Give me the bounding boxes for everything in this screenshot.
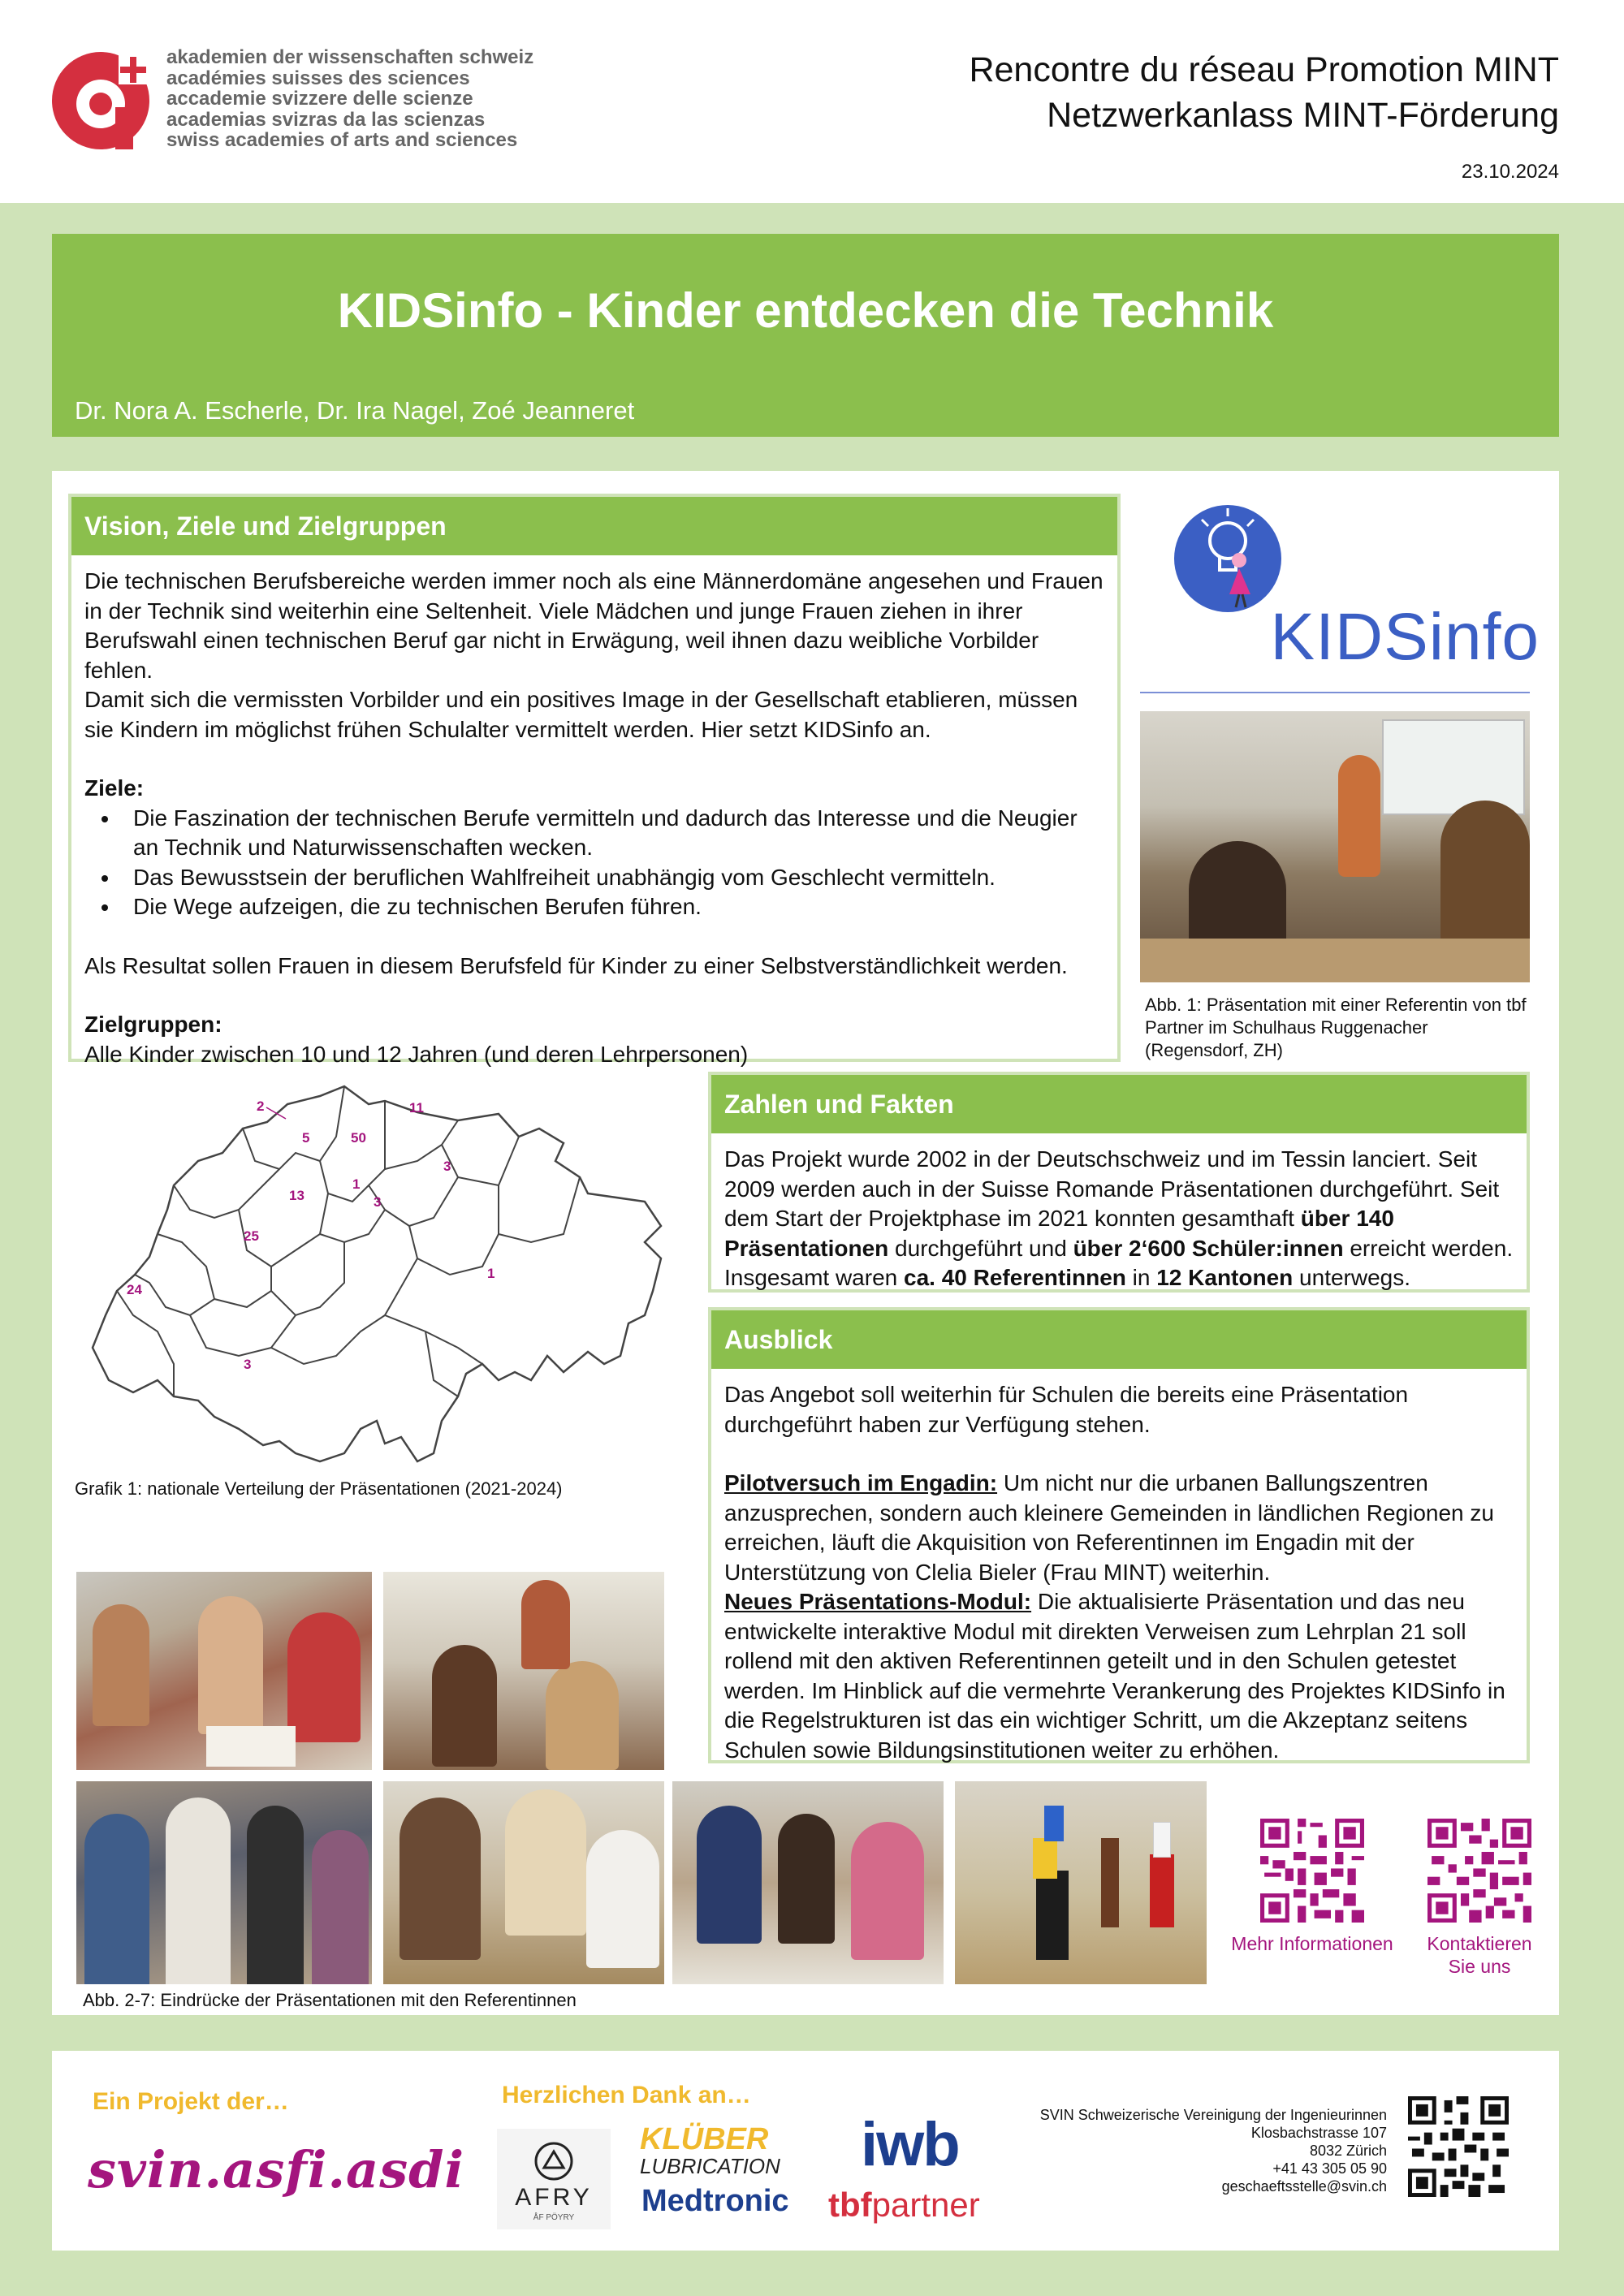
goal-item: • Die Wege aufzeigen, die zu technischen Berufen führen.	[120, 892, 1104, 922]
facts-highlight: ca. 40 Referentinnen	[904, 1265, 1126, 1290]
goal-item: • Das Bewusstsein der beruflichen Wahlfreiheit unabhängig vom Geschlecht vermitteln.	[120, 863, 1104, 893]
poster-header	[0, 0, 1624, 203]
vision-intro-2: Damit sich die vermissten Vorbilder und ein positives Image in der Gesellschaft etablieren, müssen sie Kindern im möglichst frühen Schulalter vermittelt werden. Hier setzt KIDSinfo an.	[84, 687, 1078, 742]
map-count: 1	[352, 1176, 361, 1192]
photo-worksheet-help	[383, 1781, 664, 1984]
child-figure	[93, 1604, 149, 1726]
vision-heading: Vision, Ziele und Zielgruppen	[71, 497, 1117, 555]
switzerland-outline	[93, 1086, 661, 1461]
contact-org: SVIN Schweizerische Vereinigung der Ingenieurinnen	[1039, 2107, 1387, 2123]
map-count: 24	[127, 1282, 142, 1297]
pilot-label: Pilotversuch im Engadin:	[724, 1470, 998, 1495]
qr-contact-label-line2: Sie uns	[1448, 1956, 1511, 1977]
title-banner	[52, 234, 1559, 437]
map-caption: Grafik 1: nationale Verteilung der Präsentationen (2021-2024)	[75, 1478, 563, 1499]
lightbulb-girl-icon	[1173, 503, 1283, 614]
qr-more-info-icon[interactable]	[1260, 1819, 1364, 1923]
map-count: 3	[374, 1194, 382, 1210]
adult-figure	[505, 1789, 586, 1936]
child-figure	[546, 1661, 619, 1770]
academy-line: akademien der wissenschaften schweiz	[166, 46, 534, 68]
contact-phone: +41 43 305 05 90	[1272, 2160, 1387, 2177]
qr-contact-label[interactable]	[1400, 1932, 1559, 1978]
target-text: Alle Kinder zwischen 10 und 12 Jahren (und deren Lehrpersonen)	[84, 1041, 749, 1067]
lego-tower-blue	[1044, 1806, 1064, 1841]
medtronic-logo: Medtronic	[641, 2184, 789, 2218]
kidsinfo-wordmark: KIDSinfo	[1270, 600, 1540, 674]
qr-contact-label-line1: Kontaktieren	[1427, 1933, 1532, 1954]
poster-title: KIDSinfo - Kinder entdecken die Technik	[337, 283, 1274, 338]
map-count: 1	[487, 1266, 495, 1281]
project-label: Ein Projekt der…	[93, 2088, 289, 2115]
pilot-paragraph	[724, 1469, 1514, 1587]
switzerland-map	[76, 1072, 710, 1478]
afry-subtext: ÅF PÖYRY	[533, 2213, 575, 2222]
child-figure	[312, 1830, 369, 1984]
qr-contact-icon[interactable]	[1427, 1819, 1531, 1923]
map-count: 13	[289, 1188, 304, 1203]
kluber-logo	[640, 2124, 802, 2181]
contact-address	[1040, 2106, 1387, 2195]
module-text: Die aktualisierte Präsentation und das neu entwickelte interaktive Modul mit direkten Verweisen zum Lehrplan 21 soll rollend mit den aktiven Referentinnen geteilt und in den Schulen getestet werden. Im Hinblick auf die vermehrte Verankerung des Projektes KIDSinfo in die Regelstrukturen ist das ein wichtiger Schritt, um die Akzeptanz seitens Schulen sowie Bildungsinstitutionen weiter zu erhöhen.	[724, 1589, 1505, 1763]
photo-kids-with-teacher	[383, 1572, 664, 1770]
academies-wordmark	[166, 47, 533, 151]
facts-section	[708, 1072, 1530, 1293]
svin-logo: svin.asfi.asdi	[88, 2140, 465, 2199]
map-count: 3	[244, 1357, 252, 1372]
outlook-intro: Das Angebot soll weiterhin für Schulen die bereits eine Präsentation durchgeführt haben zur Verfügung stehen.	[724, 1382, 1409, 1437]
child-figure	[166, 1798, 231, 1984]
vision-intro-1: Die technischen Berufsbereiche werden immer noch als eine Männerdomäne angesehen und Frauen in der Technik sind weiterhin eine Seltenheit. Viele Mädchen und junge Frauen ziehen in ihrer Berufswahl einen technischen Beruf gar nicht in Erwägung, weil ihnen dazu weibliche Vorbilder fehlen.	[84, 568, 1104, 683]
facts-text-part: unterwegs.	[1293, 1265, 1411, 1290]
facts-body	[711, 1133, 1527, 1305]
academy-line: académies suisses des sciences	[166, 67, 470, 89]
facts-highlight: 12 Kantonen	[1156, 1265, 1294, 1290]
tbf-wordmark: tbf	[828, 2186, 872, 2224]
map-count: 3	[443, 1159, 451, 1174]
map-count: 25	[244, 1228, 259, 1244]
qr-footer-icon[interactable]	[1408, 2096, 1509, 2197]
projector-screen	[1382, 719, 1525, 815]
iwb-logo: iwb	[861, 2110, 959, 2179]
map-count: 50	[351, 1130, 366, 1146]
event-title-de: Netzwerkanlass MINT-Förderung	[1047, 96, 1559, 135]
facts-text-part: durchgeführt und	[888, 1235, 1073, 1261]
child-figure	[586, 1830, 659, 1968]
facts-highlight: über 140 Präsentationen	[724, 1206, 1394, 1261]
afry-logo	[497, 2129, 611, 2229]
desk	[1140, 939, 1530, 982]
child-figure	[247, 1806, 304, 1984]
tbf-partner-logo	[828, 2186, 980, 2225]
event-title	[969, 47, 1559, 138]
child-figure	[287, 1612, 361, 1742]
worksheet	[206, 1726, 296, 1767]
afry-wordmark: AFRY	[515, 2184, 593, 2211]
facts-heading: Zahlen und Fakten	[711, 1075, 1527, 1133]
lego-tower-brown	[1101, 1838, 1119, 1927]
kluber-subwordmark: LUBRICATION	[640, 2154, 780, 2178]
vision-section	[68, 494, 1121, 1067]
contact-street: Klosbachstrasse 107	[1250, 2125, 1387, 2141]
tbf-partner-wordmark: partner	[871, 2186, 980, 2224]
lego-tower-red	[1150, 1854, 1174, 1927]
qr-more-info-label[interactable]: Mehr Informationen	[1231, 1933, 1393, 1954]
thanks-label: Herzlichen Dank an…	[502, 2082, 751, 2108]
outlook-heading: Ausblick	[711, 1310, 1527, 1369]
goals-list	[120, 804, 1104, 922]
map-count: 2	[257, 1098, 265, 1114]
facts-text-part: in	[1125, 1265, 1157, 1290]
kidsinfo-logo	[1140, 503, 1546, 698]
pilot-text: Um nicht nur die urbanen Ballungszentren anzusprechen, sondern auch kleinere Gemeinden in ländlichen Regionen zu erreichen, läuft die Akquisition von Referentinnen im Engadin mit der Unterstützung von Clelia Bieler (Frau MINT) weiterhin.	[724, 1470, 1494, 1585]
academy-line: swiss academies of arts and sciences	[166, 129, 518, 151]
lego-tower-black	[1036, 1871, 1069, 1960]
child-figure	[851, 1822, 924, 1960]
poster-authors: Dr. Nora A. Escherle, Dr. Ira Nagel, Zoé Jeanneret	[75, 396, 635, 425]
photo-girls-at-table	[672, 1781, 944, 1984]
target-label: Zielgruppen:	[84, 1012, 222, 1037]
vision-body	[71, 555, 1117, 1081]
child-figure	[198, 1596, 263, 1734]
kluber-wordmark: KLÜBER	[640, 2122, 769, 2156]
poster-content	[52, 471, 1559, 2015]
module-paragraph	[724, 1587, 1514, 1765]
presenter-figure	[1338, 755, 1380, 877]
child-figure	[697, 1806, 762, 1944]
afry-mark-icon	[533, 2140, 575, 2182]
contact-city: 8032 Zürich	[1309, 2143, 1387, 2159]
child-figure	[432, 1645, 497, 1767]
photo-classroom-presentation	[1140, 711, 1530, 982]
child-figure	[400, 1798, 481, 1960]
photo-group-of-kids	[76, 1781, 372, 1984]
outlook-body	[711, 1369, 1527, 1776]
photo-lego-towers	[955, 1781, 1207, 1984]
adult-figure	[521, 1580, 570, 1669]
child-figure	[84, 1814, 149, 1984]
academy-line: accademie svizzere delle scienze	[166, 88, 473, 110]
photo-girls-crafting	[76, 1572, 372, 1770]
figure-1-caption: Abb. 1: Präsentation mit einer Referentin von tbf Partner im Schulhaus Ruggenacher (Regensdorf, ZH)	[1145, 995, 1527, 1060]
facts-text	[724, 1145, 1514, 1293]
map-count: 11	[409, 1100, 424, 1116]
child-figure	[778, 1814, 835, 1944]
goals-label: Ziele:	[84, 775, 145, 801]
module-label: Neues Präsentations-Modul:	[724, 1589, 1032, 1614]
event-title-fr: Rencontre du réseau Promotion MINT	[969, 50, 1559, 89]
lego-tower-white	[1153, 1822, 1171, 1858]
facts-text-part: erreicht werden. Insgesamt waren	[724, 1235, 1514, 1290]
facts-text-part: Das Projekt wurde 2002 in der Deutschschweiz und im Tessin lanciert. Seit 2009 werden auch in der Suisse Romande Präsentationen durchgeführt. Seit dem Start der Projektphase im 2021 konnten gesamthaft	[724, 1146, 1500, 1231]
academy-line: academias svizras da las scienzas	[166, 108, 486, 131]
lego-tower-yellow	[1033, 1838, 1057, 1879]
kidsinfo-underline	[1140, 692, 1530, 693]
map-count: 5	[302, 1130, 310, 1146]
facts-highlight: über 2‘600 Schüler:innen	[1073, 1235, 1344, 1261]
outlook-section	[708, 1307, 1530, 1763]
academies-logo-icon	[50, 47, 154, 151]
goal-item: • Die Faszination der technischen Berufe vermitteln und dadurch das Interesse und die Neugier an Technik und Naturwissenschaften wecken.	[120, 804, 1104, 863]
photos-caption: Abb. 2-7: Eindrücke der Präsentationen mit den Referentinnen	[83, 1990, 577, 2010]
contact-email[interactable]: geschaeftsstelle@svin.ch	[1221, 2178, 1387, 2195]
poster-footer	[52, 2051, 1559, 2251]
event-date: 23.10.2024	[1461, 161, 1559, 183]
vision-result: Als Resultat sollen Frauen in diesem Berufsfeld für Kinder zu einer Selbstverständlichkeit werden.	[84, 952, 1068, 978]
